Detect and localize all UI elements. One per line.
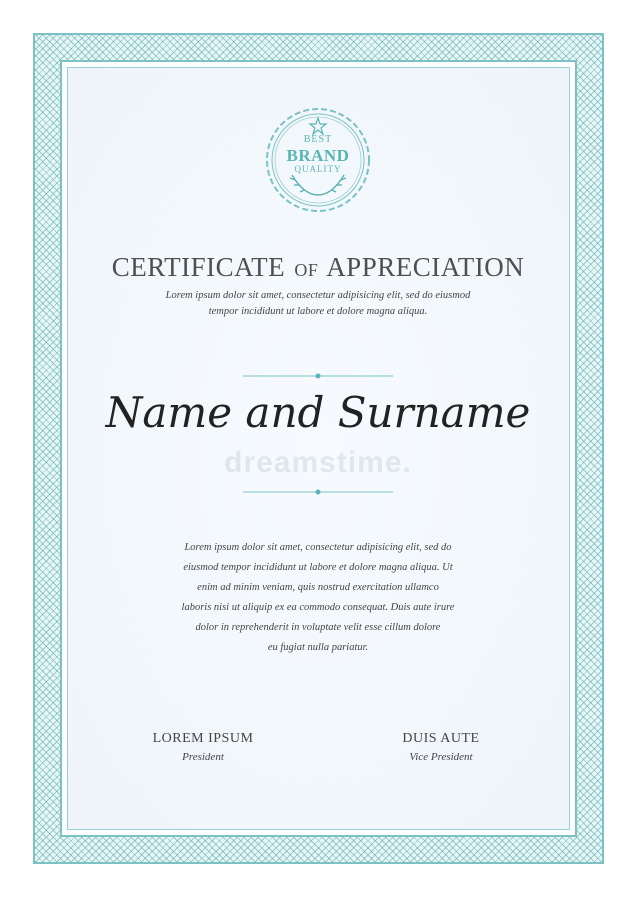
certificate-body [150, 538, 486, 658]
subtitle-line: tempor incididunt ut labore et dolore magna aliqua. [208, 306, 428, 317]
laurel-icon [290, 175, 346, 195]
title-of: OF [294, 260, 319, 280]
seal-text-brand: BRAND [286, 146, 350, 165]
title-certificate: CERTIFICATE [111, 252, 286, 282]
seal-text-quality: QUALITY [294, 164, 342, 174]
signature-name: LOREM IPSUM [152, 731, 254, 746]
signature-name: DUIS AUTE [402, 731, 480, 746]
title-appreciation: APPRECIATION [326, 252, 525, 282]
watermark-text: dreamstime. [224, 446, 412, 479]
body-line: laboris nisi ut aliquip ex ea commodo consequat. Duis aute irure [181, 602, 455, 613]
body-line: eiusmod tempor incididunt ut labore et dolore magna aliqua. Ut [183, 562, 453, 573]
signature-role: President [182, 751, 224, 763]
signature-president [123, 730, 283, 766]
subtitle-line: Lorem ipsum dolor sit amet, consectetur adipisicing elit, sed do eiusmod [165, 290, 471, 301]
seal-text-best: BEST [303, 134, 333, 145]
certificate-title [0, 252, 636, 283]
signature-role: Vice President [409, 751, 473, 763]
body-line: eu fugiat nulla pariatur. [267, 642, 369, 653]
star-icon [310, 118, 326, 134]
certificate-subtitle [140, 288, 496, 320]
recipient-name: Name and Surname [105, 388, 531, 437]
signature-vice-president [361, 730, 521, 766]
body-line: dolor in reprehenderit in voluptate velit esse cillum dolore [195, 622, 441, 633]
brand-quality-seal [262, 105, 374, 215]
body-line: enim ad minim veniam, quis nostrud exercitation ullamco [197, 582, 439, 593]
body-line: Lorem ipsum dolor sit amet, consectetur adipisicing elit, sed do [184, 542, 452, 553]
bottom-divider [243, 489, 393, 495]
top-divider [243, 373, 393, 379]
